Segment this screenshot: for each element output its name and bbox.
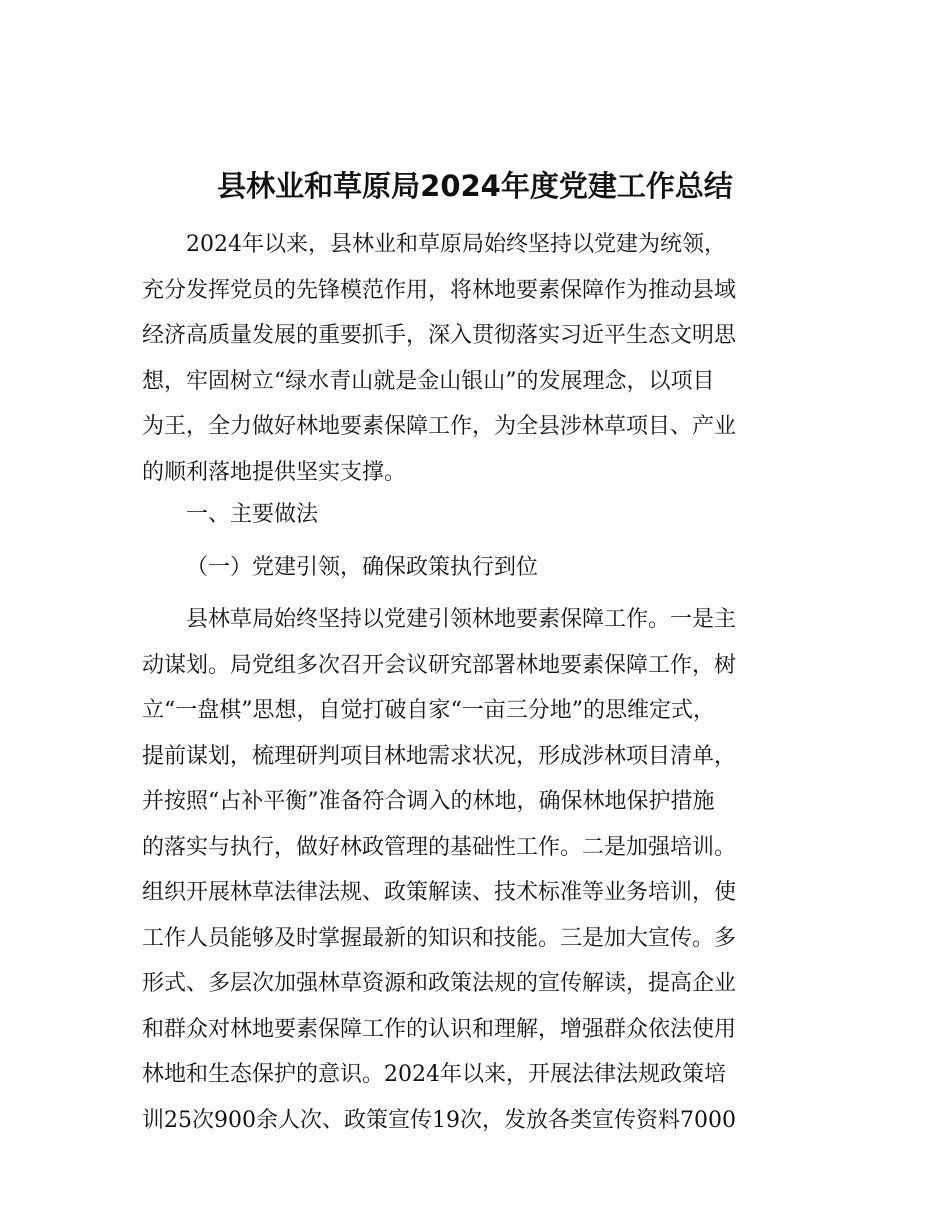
paragraph-line: 2024年以来，县林业和草原局始终坚持以党建为统领， <box>186 232 726 257</box>
paragraph-line: 的顺利落地提供坚实支撑。 <box>142 459 407 485</box>
paragraph-line: 提前谋划，梳理研判项目林地需求状况，形成涉林项目清单， <box>142 743 737 769</box>
paragraph-line: 组织开展林草法律法规、政策解读、技术标准等业务培训，使 <box>142 880 737 905</box>
subsection-heading <box>142 545 822 591</box>
paragraph-line: 充分发挥党员的先锋模范作用，将林地要素保障作为推动县域 <box>142 277 737 303</box>
paragraph-line: 经济高质量发展的重要抓手，深入贯彻落实习近平生态文明思 <box>142 323 737 348</box>
paragraph-line: 训25次900余人次、政策宣传19次，发放各类宣传资料7000 <box>142 1107 736 1133</box>
paragraph-line: 和群众对林地要素保障工作的认识和理解，增强群众依法使用 <box>142 1016 737 1042</box>
paragraph-line: 林地和生态保护的意识。2024年以来，开展法律法规政策培 <box>142 1062 726 1087</box>
paragraph-line: 形式、多层次加强林草资源和政策法规的宣传解读，提高企业 <box>142 971 737 996</box>
subsection-heading-text: （一）党建引领，确保政策执行到位 <box>186 555 539 580</box>
paragraph-line: 动谋划。局党组多次召开会议研究部署林地要素保障工作，树 <box>142 652 737 678</box>
section-heading-text: 一、主要做法 <box>186 502 319 527</box>
body-paragraph <box>142 597 822 1143</box>
paragraph-line: 的落实与执行，做好林政管理的基础性工作。二是加强培训。 <box>142 834 737 860</box>
section-heading <box>142 492 822 538</box>
paragraph-line: 为王，全力做好林地要素保障工作，为全县涉林草项目、产业 <box>142 414 737 439</box>
document-title: 县林业和草原局2024年度党建工作总结 <box>217 169 733 203</box>
paragraph-line: 立“一盘棋”思想，自觉打破自家“一亩三分地”的思维定式， <box>142 698 715 723</box>
paragraph-line: 县林草局始终坚持以党建引领林地要素保障工作。一是主 <box>186 607 737 632</box>
intro-paragraph <box>142 222 822 495</box>
paragraph-line: 并按照“占补平衡”准备符合调入的林地，确保林地保护措施 <box>142 789 715 814</box>
paragraph-line: 工作人员能够及时掌握最新的知识和技能。三是加大宣传。多 <box>142 925 737 951</box>
paragraph-line: 想，牢固树立“绿水青山就是金山银山”的发展理念，以项目 <box>142 368 715 394</box>
